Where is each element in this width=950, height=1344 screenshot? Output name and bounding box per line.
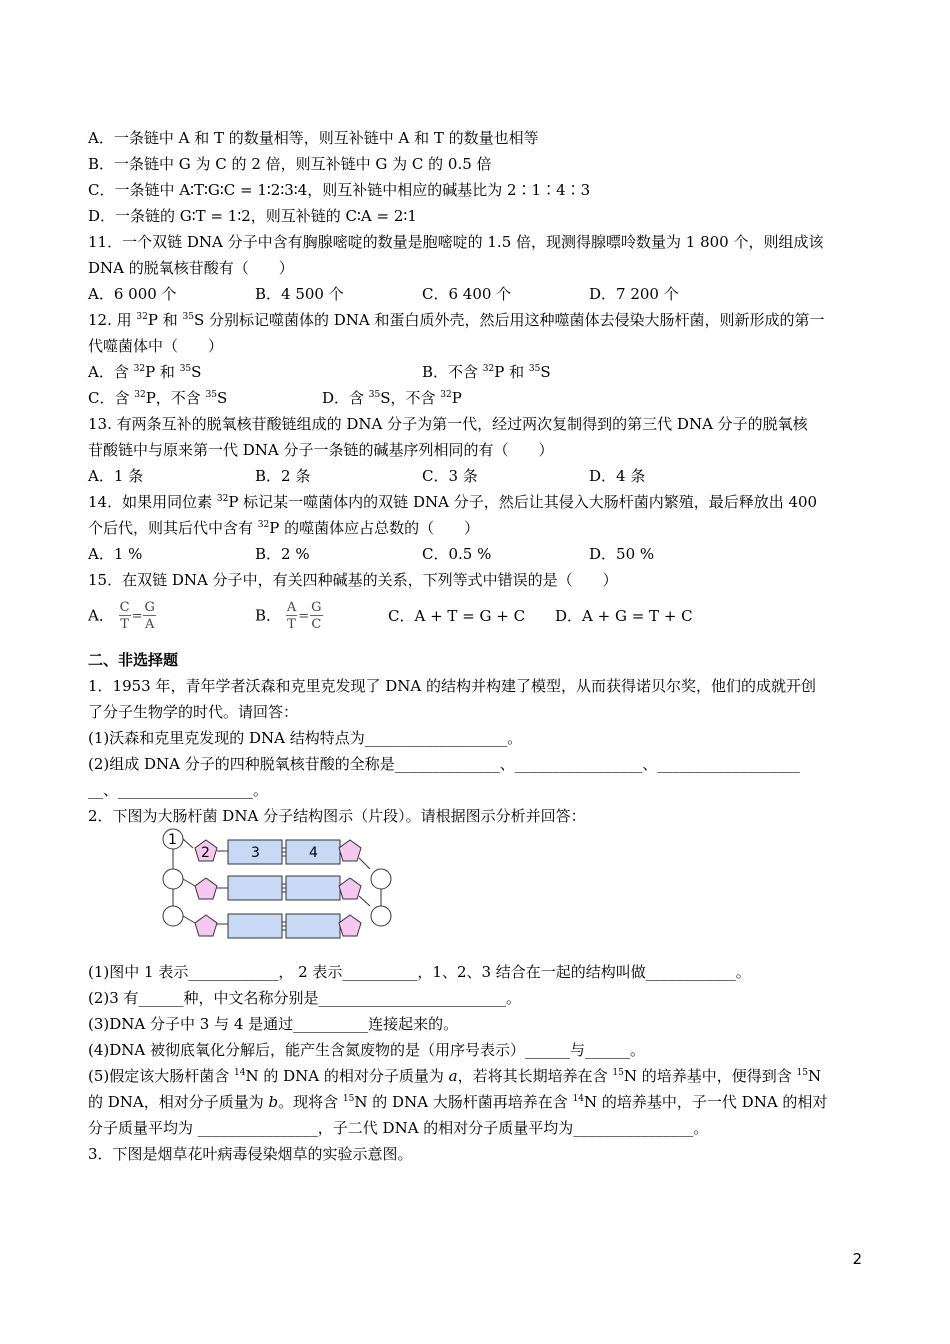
q15-option-d: D．A + G = T + C: [555, 607, 693, 625]
diagram-label-1: 1: [168, 832, 177, 848]
bond-line: [183, 839, 193, 848]
s2-q1-part1: (1)沃森和克里克发现的 DNA 结构特点为___________________。: [88, 729, 523, 747]
q10-option-b: B．一条链中 G 为 C 的 2 倍，则互补链中 G 为 C 的 0.5 倍: [88, 155, 492, 173]
phosphate-circle: [371, 869, 391, 889]
q11-stem-line1: 11．一个双链 DNA 分子中含有胸腺嘧啶的数量是胞嘧啶的 1.5 倍，现测得腺嘌呤数量为 1 800 个，则组成该: [88, 233, 824, 251]
bond-line: [359, 858, 370, 869]
q12-option-a: A．含 $^{32}$P 和 $^{35}$S: [88, 363, 202, 381]
q10-option-d: D．一条链的 G∶T = 1∶2，则互补链的 C∶A = 2∶1: [88, 207, 417, 225]
phosphate-circle: [163, 869, 183, 889]
base-rect: [286, 876, 340, 900]
q14-option-c: C．0.5 %: [422, 545, 492, 563]
q14-stem-line2: 个后代，则其后代中含有 $^{32}$P 的噬菌体应占总数的（ ）: [88, 519, 480, 537]
q14-option-a: A．1 %: [88, 545, 143, 563]
s2-q2-part4: (4)DNA 被彻底氧化分解后，能产生含氮废物的是（用序号表示）______与______。: [88, 1041, 646, 1059]
base-rect: [228, 876, 282, 900]
q15-stem: 15．在双链 DNA 分子中，有关四种碱基的关系，下列等式中错误的是（ ）: [88, 571, 618, 589]
q13-stem-line2: 苷酸链中与原来第一代 DNA 分子一条链的碱基序列相同的有（ ）: [88, 441, 554, 459]
q15-option-b: B． $\frac{A}{T}$ = $\frac{G}{C}$: [255, 600, 322, 632]
q13-stem-line1: 13. 有两条互补的脱氧核苷酸链组成的 DNA 分子为第一代，经过两次复制得到的第三代 DNA 分子的脱氧核: [88, 415, 808, 433]
q11-stem-line2: DNA 的脱氧核苷酸有（ ）: [88, 259, 294, 277]
q11-option-b: B．4 500 个: [255, 285, 344, 303]
fraction: $\frac{G}{A}$: [144, 600, 155, 632]
diagram-label-2: 2: [201, 845, 210, 861]
s2-q2-part2: (2)3 有______种，中文名称分别是_________________________。: [88, 989, 522, 1007]
q12-option-c: C．含 $^{32}$P，不含 $^{35}$S: [88, 389, 228, 407]
deoxyribose-pentagon: [339, 915, 361, 936]
q15-option-c: C．A + T = G + C: [388, 607, 526, 625]
q13-option-c: C．3 条: [422, 467, 478, 485]
s2-q2-part1: (1)图中 1 表示____________， 2 表示__________，1、2、3 结合在一起的结构叫做____________。: [88, 963, 751, 981]
bond-line: [359, 896, 370, 906]
deoxyribose-pentagon: [339, 878, 361, 899]
q15-option-a: A． $\frac{C}{T}$ = $\frac{G}{A}$: [88, 600, 155, 632]
fraction: $\frac{C}{T}$: [119, 600, 130, 632]
q12-stem-line1: 12. 用 $^{32}$P 和 $^{35}$S 分别标记噬菌体的 DNA 和蛋白质外壳，然后用这种噬菌体去侵染大肠杆菌，则新形成的第一: [88, 311, 825, 329]
bond-line: [183, 879, 195, 886]
bond-line: [183, 916, 195, 923]
s2-q2-stem: 2．下图为大肠杆菌 DNA 分子结构图示（片段）。请根据图示分析并回答：: [88, 807, 586, 825]
q10-option-a: A．一条链中 A 和 T 的数量相等，则互补链中 A 和 T 的数量也相等: [88, 129, 539, 147]
q12-option-d: D．含 $^{35}$S，不含 $^{32}$P: [322, 389, 462, 407]
base-rect: [286, 914, 340, 938]
q14-option-b: B．2 %: [255, 545, 310, 563]
fraction: $\frac{A}{T}$: [286, 600, 297, 632]
q12-stem-line2: 代噬菌体中（ ）: [88, 337, 224, 355]
s2-q3-stem: 3．下图是烟草花叶病毒侵染烟草的实验示意图。: [88, 1145, 413, 1163]
deoxyribose-pentagon: [195, 915, 217, 936]
s2-q1-stem-line2: 了分子生物学的时代。请回答：: [88, 703, 299, 721]
deoxyribose-pentagon: [195, 878, 217, 899]
q10-option-c: C．一条链中 A∶T∶G∶C = 1∶2∶3∶4，则互补链中相应的碱基比为 2∶1∶4∶3: [88, 181, 591, 199]
s2-q1-part2: (2)组成 DNA 分子的四种脱氧核苷酸的全称是______________、_________________、___________________: [88, 755, 800, 773]
deoxyribose-pentagon: [339, 840, 361, 861]
q12-option-b: B．不含 $^{32}$P 和 $^{35}$S: [422, 363, 551, 381]
dna-structure-diagram: [156, 826, 396, 950]
q14-option-d: D．50 %: [589, 545, 655, 563]
diagram-label-4: 4: [309, 845, 318, 861]
diagram-label-3: 3: [251, 845, 260, 861]
s2-q1-part2-cont: __、__________________。: [88, 781, 269, 799]
page-number: 2: [852, 1250, 862, 1268]
phosphate-circle: [371, 906, 391, 926]
s2-q2-part5-line1: (5)假定该大肠杆菌含 $^{14}$N 的 DNA 的相对分子质量为 a，若将其长期培养在含 $^{15}$N 的培养基中，便得到含 $^{15}$N: [88, 1067, 822, 1085]
q13-option-b: B．2 条: [255, 467, 311, 485]
base-rect: [228, 914, 282, 938]
fraction: $\frac{G}{C}$: [311, 600, 322, 632]
q13-option-a: A．1 条: [88, 467, 144, 485]
s2-q1-stem-line1: 1．1953 年，青年学者沃森和克里克发现了 DNA 的结构并构建了模型，从而获得诺贝尔奖，他们的成就开创: [88, 677, 817, 695]
q11-option-a: A．6 000 个: [88, 285, 177, 303]
phosphate-circle: [163, 906, 183, 926]
q13-option-d: D．4 条: [589, 467, 646, 485]
q11-option-d: D．7 200 个: [589, 285, 679, 303]
s2-q2-part5-line3: 分子质量平均为 ________________，子二代 DNA 的相对分子质量平均为________________。: [88, 1119, 709, 1137]
section2-title: 二、非选择题: [88, 651, 179, 669]
q14-stem-line1: 14．如果用同位素 $^{32}$P 标记某一噬菌体内的双链 DNA 分子，然后让其侵入大肠杆菌内繁殖，最后释放出 400: [88, 493, 818, 511]
q11-option-c: C．6 400 个: [422, 285, 512, 303]
s2-q2-part3: (3)DNA 分子中 3 与 4 是通过__________连接起来的。: [88, 1015, 459, 1033]
s2-q2-part5-line2: 的 DNA，相对分子质量为 b。现将含 $^{15}$N 的 DNA 大肠杆菌再培养在含 $^{14}$N 的培养基中，子一代 DNA 的相对: [88, 1093, 828, 1111]
